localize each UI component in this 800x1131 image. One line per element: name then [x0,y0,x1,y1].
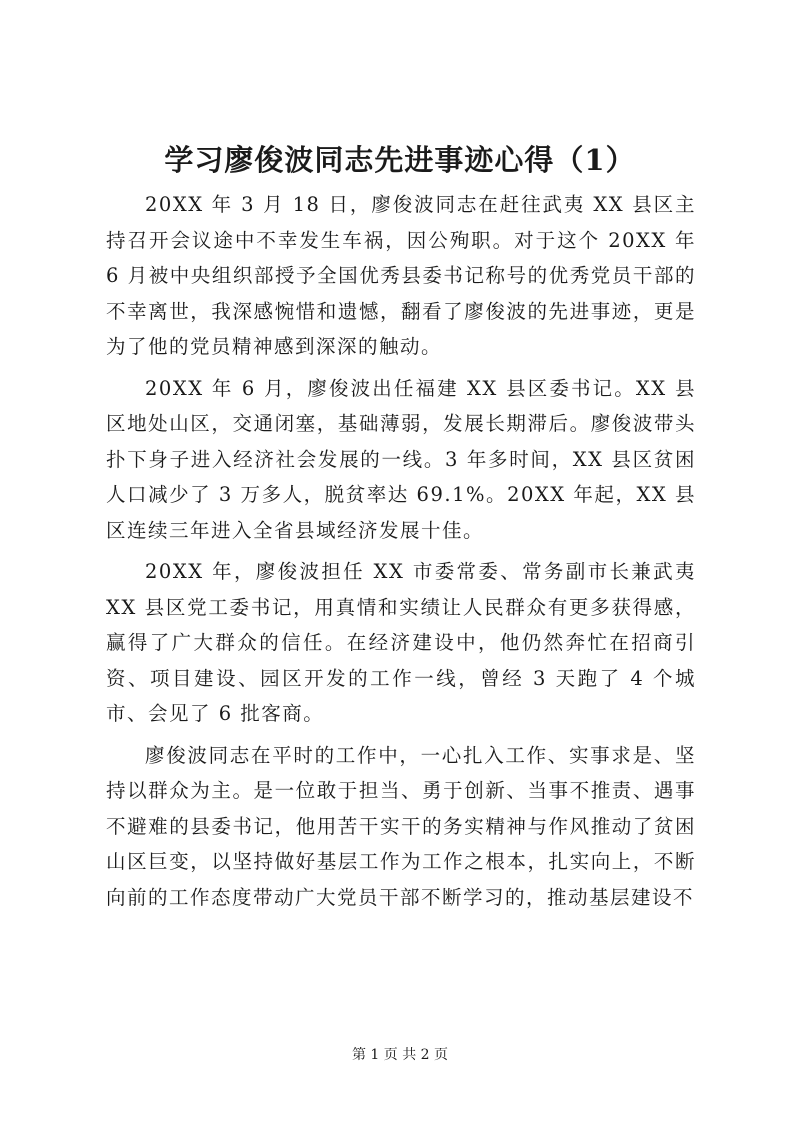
paragraph-1: 20XX 年 3 月 18 日，廖俊波同志在赶往武夷 XX 县区主持召开会议途中不幸发生车祸，因公殉职。对于这个 20XX 年 6 月被中央组织部授予全国优秀县委书记称号的优秀党员干部的不幸离世，我深感惋惜和遗憾，翻看了廖俊波的先进事迹，更是为了他的党员精神感到深深的触动。 [106,193,696,358]
paragraph-2: 20XX 年 6 月，廖俊波出任福建 XX 县区委书记。XX 县区地处山区，交通闭塞，基础薄弱，发展长期滞后。廖俊波带头扑下身子进入经济社会发展的一线。3 年多时间，XX 县区贫困人口减少了 3 万多人，脱贫率达 69.1%。20XX 年起，XX 县区连续三年进入全省县域经济发展十佳。 [106,376,696,542]
paragraph-3: 20XX 年，廖俊波担任 XX 市委常委、常务副市长兼武夷 XX 县区党工委书记，用真情和实绩让人民群众有更多获得感，赢得了广大群众的信任。在经济建设中，他仍然奔忙在招商引资、项目建设、园区开发的工作一线，曾经 3 天跑了 4 个城市、会见了 6 批客商。 [106,560,696,725]
paragraph-4: 廖俊波同志在平时的工作中，一心扎入工作、实事求是、坚持以群众为主。是一位敢于担当、勇于创新、当事不推责、遇事不避难的县委书记，他用苦干实干的务实精神与作风推动了贫困山区巨变，以坚持做好基层工作为工作之根本，扎实向上，不断向前的工作态度带动广大党员干部不断学习的，推动基层建设不 [106,743,696,909]
page-footer: 第 1 页 共 2 页 [351,1047,449,1063]
document-body [106,187,696,921]
document-title: 学习廖俊波同志先进事迹心得（1） [164,143,636,177]
